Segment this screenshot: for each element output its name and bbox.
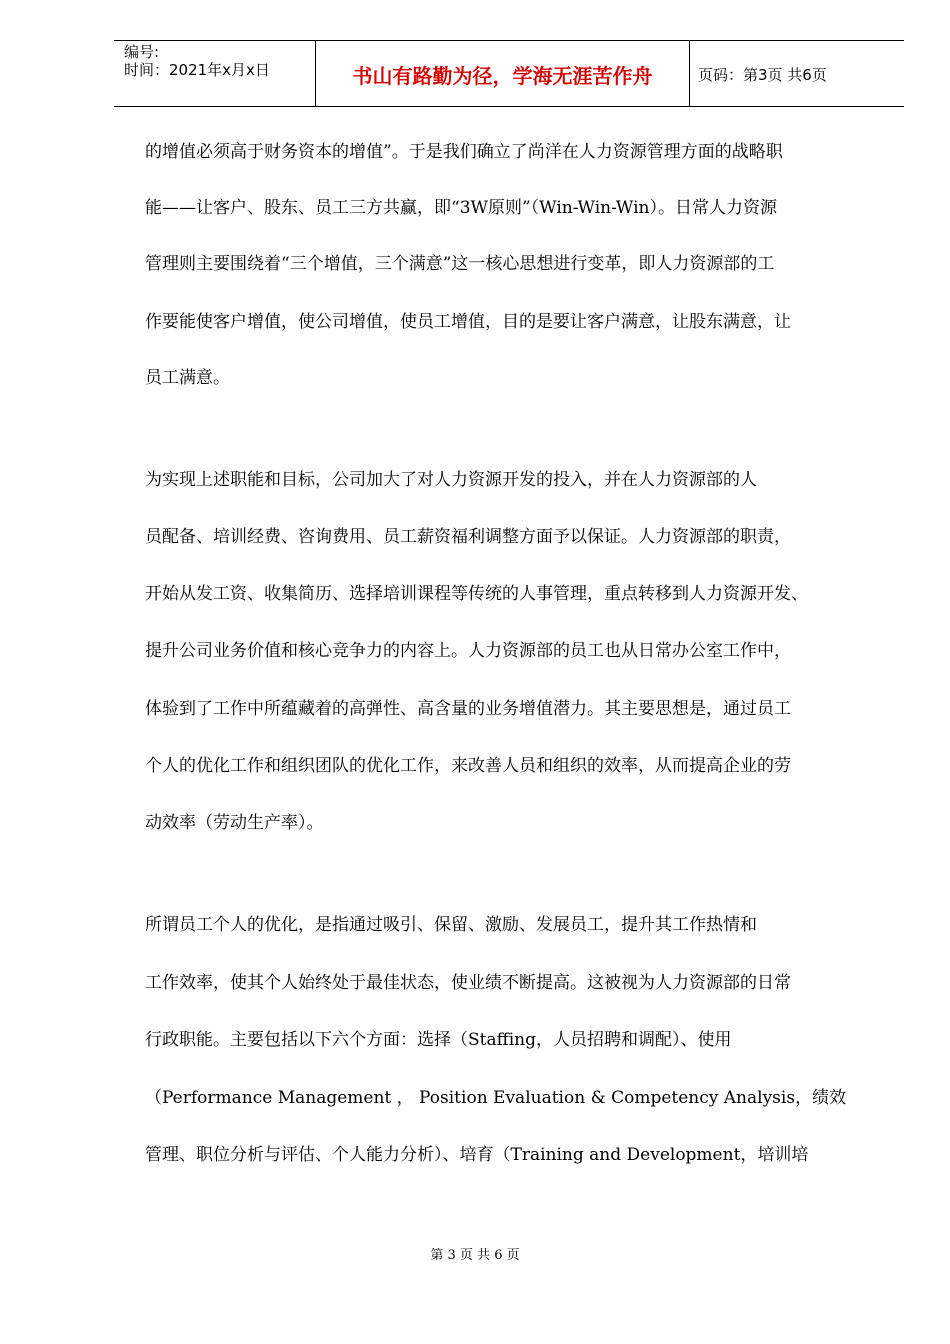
body-line: 工作效率，使其个人始终处于最佳状态，使业绩不断提高。这被视为人力资源部的日常 [145,973,791,993]
body-line: （Performance Management ， Position Evaluation & Competency Analysis，绩效 [145,1088,847,1108]
motto-text: 书山有路勤为径，学海无涯苦作舟 [352,64,653,88]
body-line: 的增值必须高于财务资本的增值”。于是我们确立了尚洋在人力资源管理方面的战略职 [145,142,783,162]
body-line: 动效率（劳动生产率）。 [145,813,324,833]
header-table [114,40,904,107]
body-line: 为实现上述职能和目标，公司加大了对人力资源开发的投入，并在人力资源部的人 [145,470,757,490]
body-line: 员工满意。 [145,368,230,388]
header-motto-cell [316,41,690,106]
document-id-label: 编号: [124,43,160,61]
body-line: 体验到了工作中所蕴藏着的高弹性、高含量的业务增值潜力。其主要思想是，通过员工 [145,699,791,719]
body-line: 行政职能。主要包括以下六个方面：选择（Staffing，人员招聘和调配）、使用 [145,1030,732,1050]
body-line: 开始从发工资、收集简历、选择培训课程等传统的人事管理，重点转移到人力资源开发、 [145,584,808,604]
body-line: 个人的优化工作和组织团队的优化工作，来改善人员和组织的效率，从而提高企业的劳 [145,756,791,776]
body-line: 能——让客户、股东、员工三方共赢，即“3W原则”（Win-Win-Win）。日常人力资源 [145,198,777,218]
body-line: 管理、职位分析与评估、个人能力分析）、培育（Training and Development，培训培 [145,1145,809,1165]
header-meta-cell [114,41,316,106]
header-page-cell [690,41,904,106]
body-line: 员配备、培训经费、咨询费用、员工薪资福利调整方面予以保证。人力资源部的职责， [145,527,791,547]
page-footer: 第 3 页 共 6 页 [430,1248,520,1263]
body-line: 作要能使客户增值，使公司增值，使员工增值，目的是要让客户满意，让股东满意，让 [145,312,791,332]
header-page-info: 页码：第3页 共6页 [698,66,827,84]
body-line: 管理则主要围绕着“三个增值，三个满意”这一核心思想进行变革，即人力资源部的工 [145,254,775,274]
body-line: 提升公司业务价值和核心竞争力的内容上。人力资源部的员工也从日常办公室工作中， [145,641,791,661]
body-line: 所谓员工个人的优化，是指通过吸引、保留、激励、发展员工，提升其工作热情和 [145,915,757,935]
document-date: 时间：2021年x月x日 [124,61,270,79]
